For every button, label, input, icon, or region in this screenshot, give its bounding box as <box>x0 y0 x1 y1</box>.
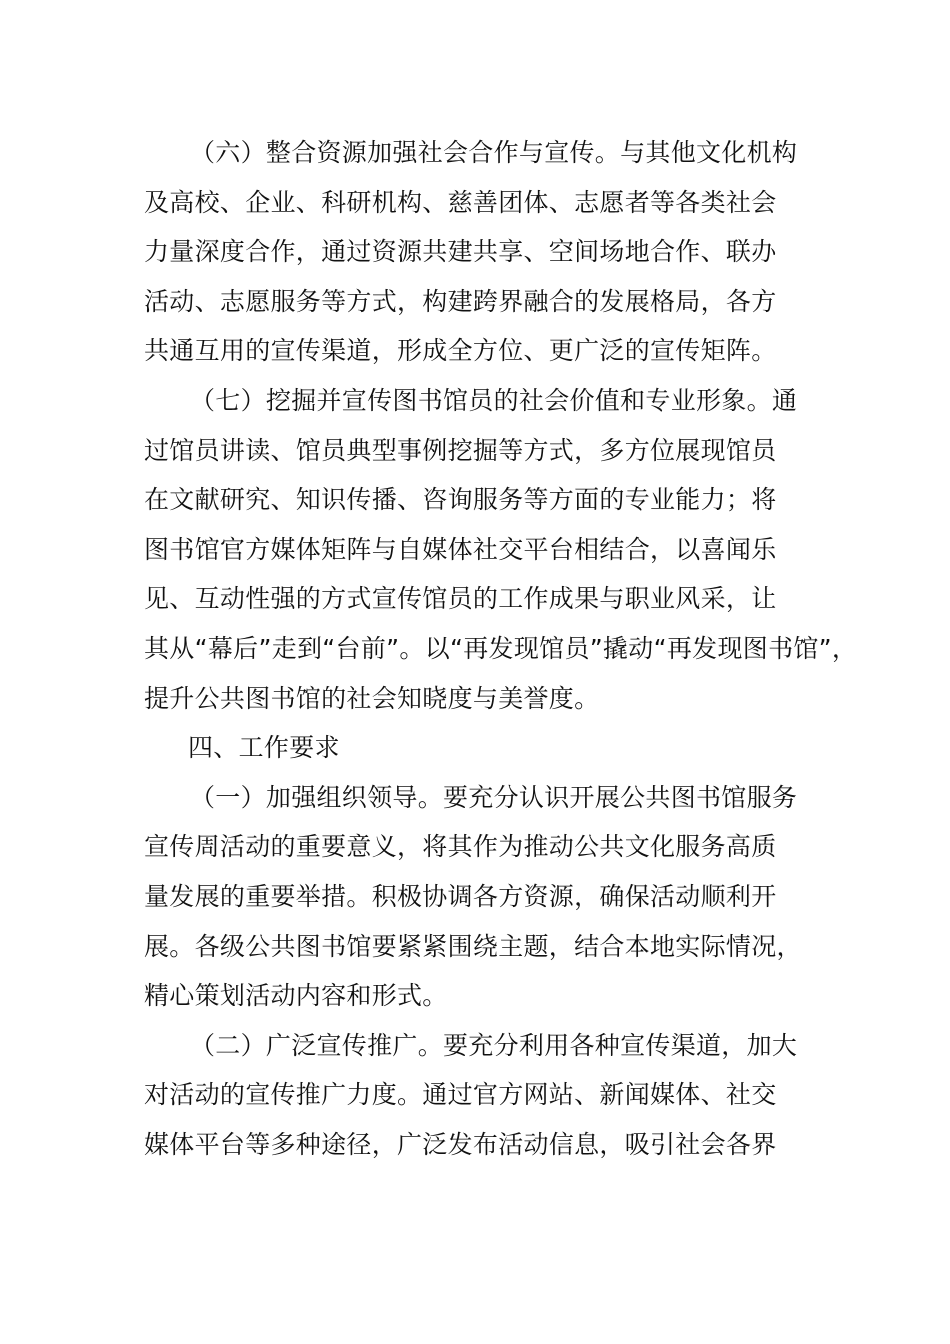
paragraph-line: 量发展的重要举措。积极协调各方资源，确保活动顺利开 <box>144 881 777 911</box>
paragraph-line: 活动、志愿服务等方式，构建跨界融合的发展格局，各方 <box>144 286 777 316</box>
paragraph-line: 过馆员讲读、馆员典型事例挖掘等方式，多方位展现馆员 <box>144 435 777 465</box>
paragraph-line: 其从“幕后”走到“台前”。以“再发现馆员”撬动“再发现图书馆”， <box>144 633 858 663</box>
paragraph-line: 展。各级公共图书馆要紧紧围绕主题，结合本地实际情况， <box>144 931 802 961</box>
section-heading: 四、工作要求 <box>188 733 340 763</box>
paragraph-line: 及高校、企业、科研机构、慈善团体、志愿者等各类社会 <box>144 187 777 217</box>
paragraph-seven <box>144 376 858 723</box>
paragraph-line: 在文献研究、知识传播、咨询服务等方面的专业能力；将 <box>144 485 777 515</box>
paragraph-requirement-two <box>144 1021 824 1170</box>
paragraph-line: 见、互动性强的方式宣传馆员的工作成果与职业风采，让 <box>144 584 777 614</box>
paragraph-line: 宣传周活动的重要意义，将其作为推动公共文化服务高质 <box>144 832 777 862</box>
paragraph-line: 共通互用的宣传渠道，形成全方位、更广泛的宣传矩阵。 <box>144 336 777 366</box>
paragraph-line: 媒体平台等多种途径，广泛发布活动信息，吸引社会各界 <box>144 1129 777 1159</box>
paragraph-line: 图书馆官方媒体矩阵与自媒体社交平台相结合，以喜闻乐 <box>144 534 777 564</box>
paragraph-line: （一）加强组织领导。要充分认识开展公共图书馆服务 <box>190 782 798 812</box>
paragraph-line: （六）整合资源加强社会合作与宣传。与其他文化机构 <box>190 138 798 167</box>
paragraph-line: 力量深度合作，通过资源共建共享、空间场地合作、联办 <box>144 237 777 267</box>
paragraph-six <box>144 128 824 376</box>
paragraph-requirement-one <box>144 773 824 1021</box>
paragraph-line: 提升公共图书馆的社会知晓度与美誉度。 <box>144 683 600 713</box>
paragraph-line: （二）广泛宣传推广。要充分利用各种宣传渠道，加大 <box>190 1030 798 1060</box>
paragraph-line: （七）挖掘并宣传图书馆员的社会价值和专业形象。通 <box>190 385 798 415</box>
document-body <box>144 128 858 1169</box>
paragraph-line: 精心策划活动内容和形式。 <box>144 981 448 1011</box>
section-heading-work-requirements <box>144 723 824 773</box>
paragraph-line: 对活动的宣传推广力度。通过官方网站、新闻媒体、社交 <box>144 1080 777 1110</box>
